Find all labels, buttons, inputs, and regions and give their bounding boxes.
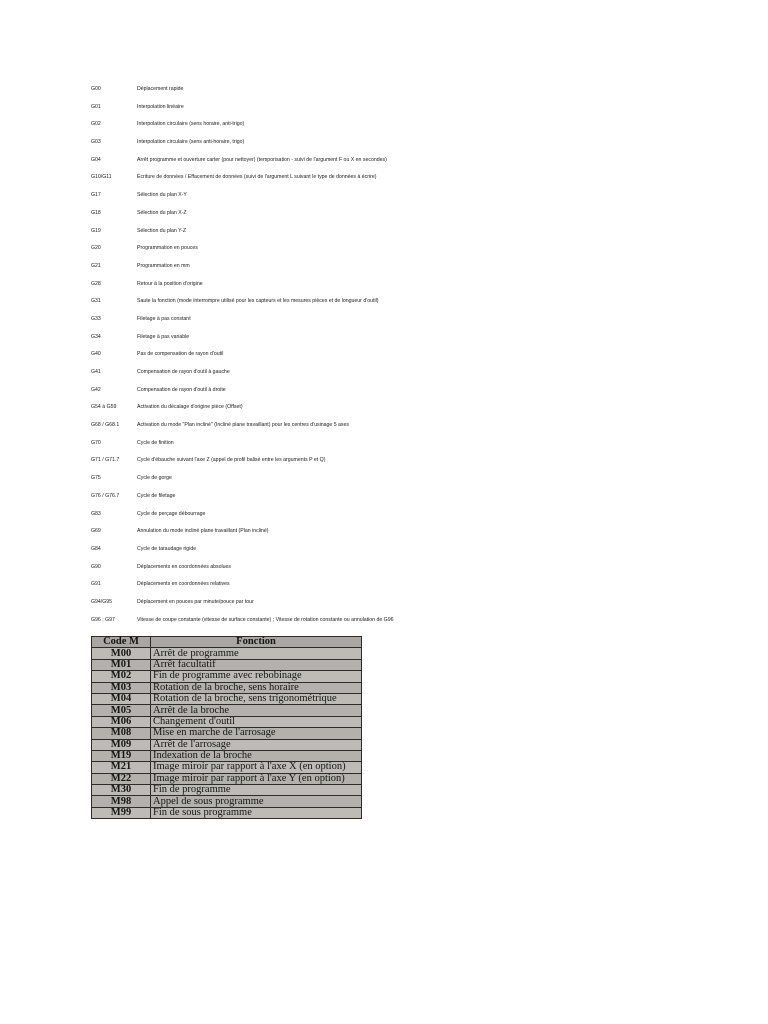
g-code-description: Annulation du mode incliné plane travaillant (Plan incliné) bbox=[137, 528, 269, 535]
m-code-function: Fin de programme avec rebobinage bbox=[151, 671, 362, 682]
g-code-description: Interpolation circulaire (sens anti-horaire, trigo) bbox=[137, 139, 245, 146]
m-code-row bbox=[92, 807, 362, 818]
g-code-row bbox=[91, 561, 711, 579]
g-code-description: Cycle de taraudage rigide bbox=[137, 545, 197, 552]
g-code: G68 / G68.1 bbox=[91, 422, 120, 429]
g-code-row bbox=[91, 101, 711, 119]
g-code: G00 bbox=[91, 86, 101, 92]
m-code: M04 bbox=[92, 693, 151, 704]
g-code-row bbox=[91, 348, 711, 366]
m-code: M22 bbox=[92, 773, 151, 784]
g-code: G31 bbox=[91, 298, 101, 305]
m-code-function: Fin de programme bbox=[151, 785, 362, 796]
m-code-row bbox=[92, 762, 362, 773]
m-code-table-body bbox=[92, 648, 362, 819]
m-code: M02 bbox=[92, 671, 151, 682]
g-code-description: Activation du mode "Plan incliné" (Incliné plane travaillant) pour les centres d'usinage 5 axes bbox=[137, 422, 350, 429]
g-code-row bbox=[91, 419, 711, 437]
g-code-row bbox=[91, 384, 711, 402]
m-code-function: Arrêt de l'arrosage bbox=[151, 739, 362, 750]
g-code-description: Cycle de gorge bbox=[137, 475, 172, 482]
m-code: M03 bbox=[92, 682, 151, 693]
g-code-description: Déplacements en coordonnées relatives bbox=[137, 581, 230, 588]
g-code-description: Retour à la position d'origine bbox=[137, 280, 203, 287]
m-code: M08 bbox=[92, 728, 151, 739]
g-code-description: Déplacement rapide bbox=[137, 86, 184, 92]
g-code-description: Compensation de rayon d'outil à gauche bbox=[137, 369, 230, 375]
g-code-row bbox=[91, 401, 711, 419]
m-code: M99 bbox=[92, 807, 151, 818]
m-code-function: Mise en marche de l'arrosage bbox=[151, 728, 362, 739]
g-code-row bbox=[91, 313, 711, 331]
g-code-row bbox=[91, 154, 711, 172]
g-code-description: Programmation en pouces bbox=[137, 245, 198, 252]
g-code-description: Cycle de finition bbox=[137, 439, 174, 446]
g-code: G83 bbox=[91, 510, 101, 517]
g-code-row bbox=[91, 508, 711, 526]
g-code-row bbox=[91, 543, 711, 561]
m-code-function: Arrêt facultatif bbox=[151, 659, 362, 670]
g-code-row bbox=[91, 490, 711, 508]
m-code: M01 bbox=[92, 659, 151, 670]
m-code-row bbox=[92, 671, 362, 682]
g-code-description: Filetage à pas constant bbox=[137, 315, 191, 322]
g-code-row bbox=[91, 278, 711, 296]
g-code: G40 bbox=[91, 351, 101, 358]
g-code-row bbox=[91, 136, 711, 154]
g-code-description: Sélection du plan X-Y bbox=[137, 192, 187, 199]
m-code-function: Rotation de la broche, sens horaire bbox=[151, 682, 362, 693]
m-code-function: Indexation de la broche bbox=[151, 750, 362, 761]
g-code-description: Écriture de données / Effacement de données (suivi de l'argument L suivant le type de données à écrire) bbox=[137, 174, 377, 181]
g-code-description: Filetage à pas variable bbox=[137, 333, 190, 340]
g-code-description: Cycle de filetage bbox=[137, 492, 176, 499]
g-code-row bbox=[91, 437, 711, 455]
g-code-description: Vitesse de coupe constante (vitesse de surface constante) ; Vitesse de rotation constante ou annulation de G96 bbox=[137, 616, 394, 623]
g-code-row bbox=[91, 596, 711, 614]
g-code: G17 bbox=[91, 192, 101, 199]
m-code-row bbox=[92, 796, 362, 807]
g-code: G18 bbox=[91, 209, 101, 216]
g-code: G84 bbox=[91, 545, 101, 552]
g-code: G21 bbox=[91, 262, 101, 269]
g-code: G75 bbox=[91, 475, 101, 482]
g-code: G20 bbox=[91, 245, 101, 252]
m-code: M30 bbox=[92, 785, 151, 796]
g-code-row bbox=[91, 614, 711, 632]
g-code-description: Cycle d'ébauche suivant l'axe Z (appel de profil balisé entre les arguments P et Q) bbox=[137, 457, 326, 464]
g-code: G71 / G71.7 bbox=[91, 457, 120, 464]
m-code-table-header-row bbox=[92, 637, 362, 648]
m-code-function: Image miroir par rapport à l'axe X (en option) bbox=[151, 762, 362, 773]
m-code-row bbox=[92, 739, 362, 750]
m-code-row bbox=[92, 728, 362, 739]
m-code-table-image bbox=[91, 636, 362, 819]
g-code-description: Compensation de rayon d'outil à droite bbox=[137, 386, 226, 393]
g-code: G70 bbox=[91, 439, 101, 446]
g-code-row bbox=[91, 189, 711, 207]
m-code-function: Rotation de la broche, sens trigonométrique bbox=[151, 693, 362, 704]
m-code: M98 bbox=[92, 796, 151, 807]
g-code-row bbox=[91, 207, 711, 225]
g-code: G01 bbox=[91, 103, 101, 110]
g-code: G41 bbox=[91, 369, 101, 375]
g-code: G91 bbox=[91, 581, 101, 588]
g-code: G19 bbox=[91, 227, 101, 234]
g-code-row bbox=[91, 225, 711, 243]
g-code: G33 bbox=[91, 315, 101, 322]
m-code-table bbox=[91, 636, 362, 819]
g-code-description: Sélection du plan Y-Z bbox=[137, 227, 187, 234]
m-code-row bbox=[92, 716, 362, 727]
g-code: G42 bbox=[91, 386, 101, 393]
m-code-row bbox=[92, 648, 362, 659]
g-code: G10/G11 bbox=[91, 174, 112, 181]
m-code-row bbox=[92, 785, 362, 796]
g-code-description: Interpolation circulaire (sens horaire, anti-trigo) bbox=[137, 121, 245, 128]
g-code: G04 bbox=[91, 156, 101, 163]
g-code-row bbox=[91, 366, 711, 384]
g-code-description: Pas de compensation de rayon d'outil bbox=[137, 351, 224, 358]
g-code-description: Arrêt programme et ouverture carter (pour nettoyer) (temporisation - suivi de l'argument F ou X en secondes) bbox=[137, 156, 387, 163]
g-code-row bbox=[91, 83, 711, 101]
m-code: M05 bbox=[92, 705, 151, 716]
g-code-description: Saute la fonction (mode interrompre utilisé pour les capteurs et les mesures pièces et de longueur d'outil) bbox=[137, 298, 379, 305]
function-column-header: Fonction bbox=[151, 637, 362, 648]
m-code-function: Appel de sous programme bbox=[151, 796, 362, 807]
g-code-row bbox=[91, 578, 711, 596]
m-code: M19 bbox=[92, 750, 151, 761]
g-code-row bbox=[91, 171, 711, 189]
m-code: M06 bbox=[92, 716, 151, 727]
g-code-description: Déplacement en pouces par minute/pouce par tour bbox=[137, 598, 254, 605]
g-code-row bbox=[91, 331, 711, 349]
g-code-row bbox=[91, 242, 711, 260]
m-code-row bbox=[92, 750, 362, 761]
m-code-column-header: Code M bbox=[92, 637, 151, 648]
g-code-row bbox=[91, 454, 711, 472]
m-code-row bbox=[92, 773, 362, 784]
g-code: G90 bbox=[91, 563, 101, 570]
g-code-list bbox=[91, 83, 711, 631]
g-code: G28 bbox=[91, 280, 101, 287]
g-code: G34 bbox=[91, 333, 101, 340]
g-code-row bbox=[91, 118, 711, 136]
m-code-row bbox=[92, 693, 362, 704]
g-code-row bbox=[91, 525, 711, 543]
m-code-function: Arrêt de programme bbox=[151, 648, 362, 659]
g-code-description: Déplacements en coordonnées absolues bbox=[137, 563, 232, 570]
g-code: G76 / G76.7 bbox=[91, 492, 120, 499]
g-code: G69 bbox=[91, 528, 101, 535]
m-code-row bbox=[92, 682, 362, 693]
m-code: M09 bbox=[92, 739, 151, 750]
m-code-row bbox=[92, 659, 362, 670]
g-code-description: Programmation en mm bbox=[137, 262, 190, 269]
g-code-description: Sélection du plan X-Z bbox=[137, 209, 187, 216]
g-code-row bbox=[91, 295, 711, 313]
m-code-function: Changement d'outil bbox=[151, 716, 362, 727]
m-code-row bbox=[92, 705, 362, 716]
m-code: M00 bbox=[92, 648, 151, 659]
g-code-description: Activation du décalage d'origine pièce (Offset) bbox=[137, 404, 243, 411]
g-code-description: Cycle de perçage débourrage bbox=[137, 510, 206, 517]
m-code-function: Image miroir par rapport à l'axe Y (en option) bbox=[151, 773, 362, 784]
g-code: G02 bbox=[91, 121, 101, 128]
g-code: G03 bbox=[91, 139, 101, 146]
g-code-row bbox=[91, 472, 711, 490]
g-code: G94/G95 bbox=[91, 598, 113, 605]
m-code-function: Arrêt de la broche bbox=[151, 705, 362, 716]
m-code-function: Fin de sous programme bbox=[151, 807, 362, 818]
g-code-description: Interpolation linéaire bbox=[137, 103, 184, 110]
g-code: G54 à G59 bbox=[91, 404, 117, 411]
m-code: M21 bbox=[92, 762, 151, 773]
g-code: G96 ; G97 bbox=[91, 616, 115, 623]
g-code-row bbox=[91, 260, 711, 278]
